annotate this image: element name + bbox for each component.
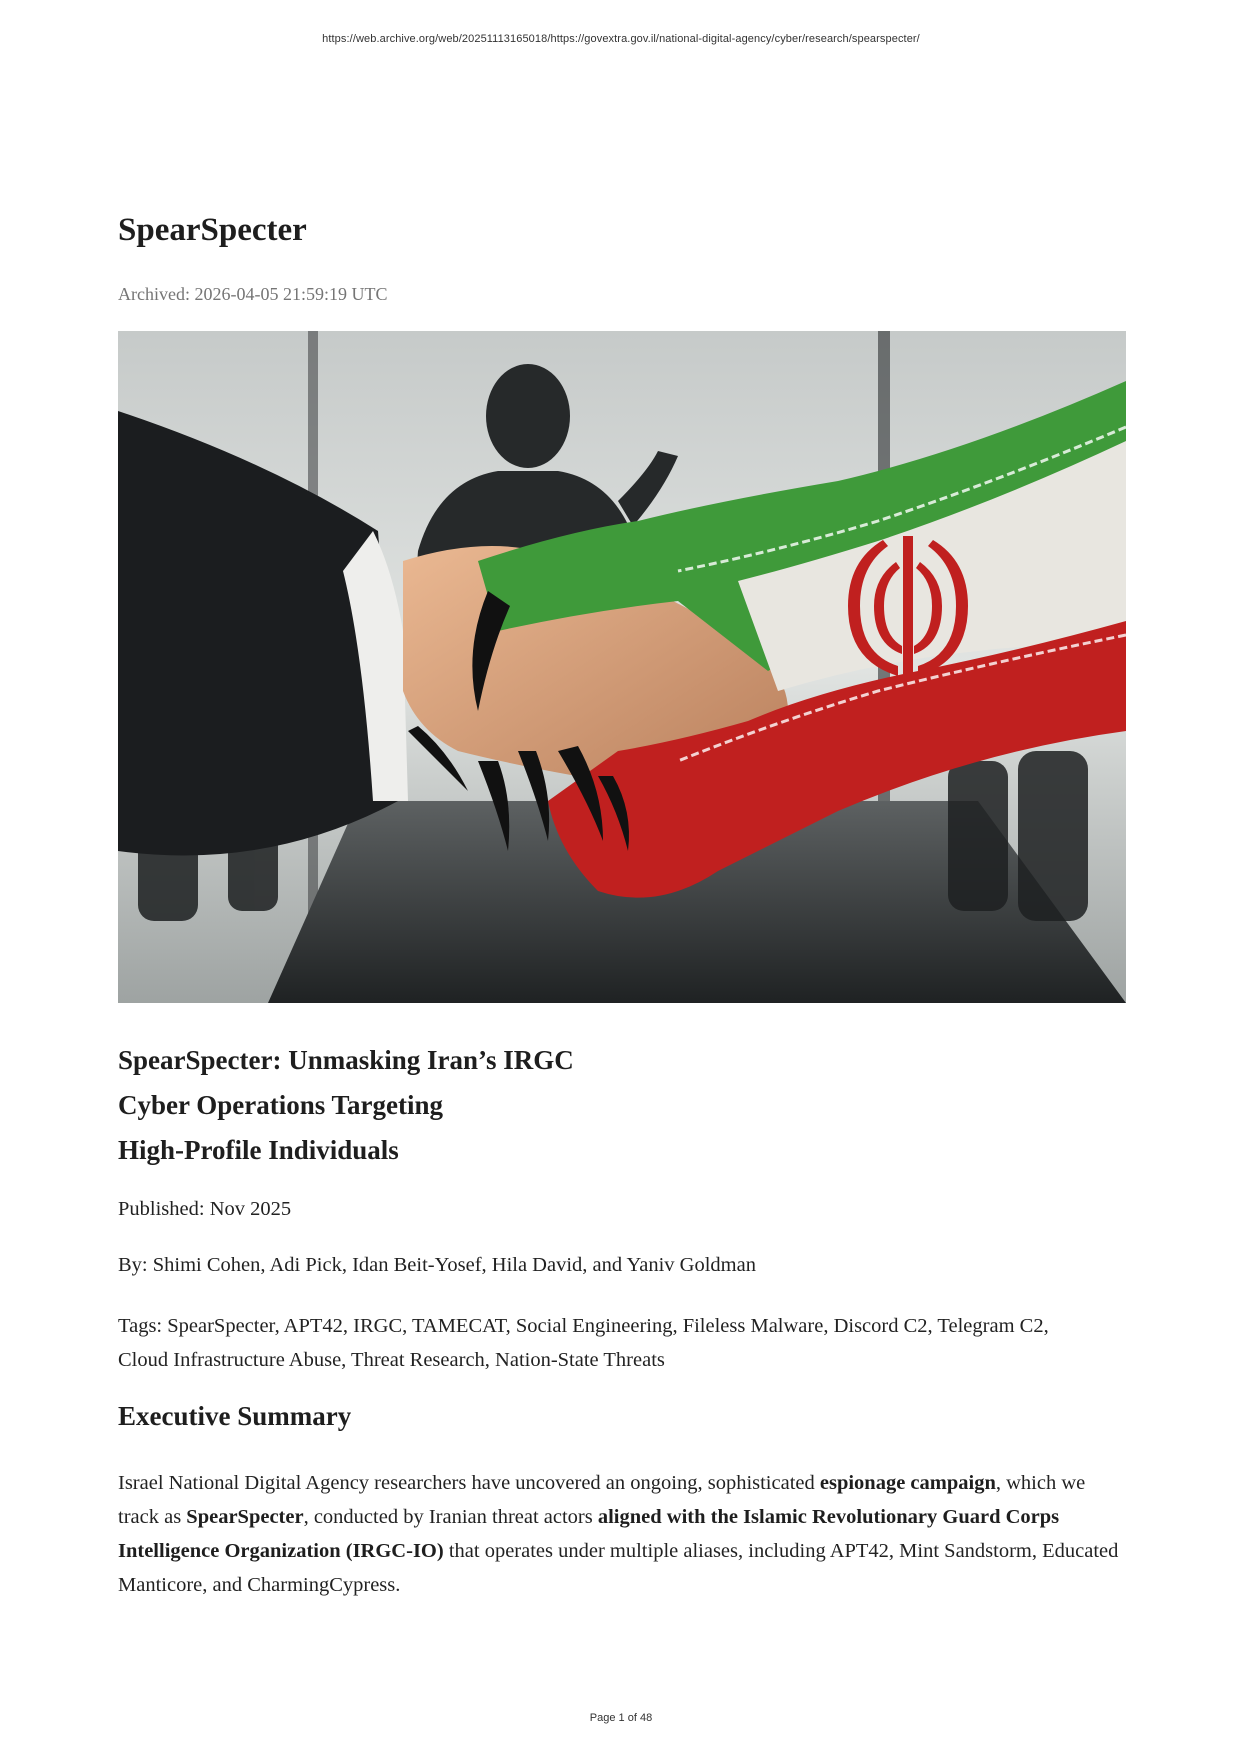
summary-emphasis: SpearSpecter xyxy=(186,1506,304,1528)
page-number: Page 1 of 48 xyxy=(589,1712,653,1724)
article-title-line: SpearSpecter: Unmasking Iran’s IRGC xyxy=(118,1045,574,1075)
summary-emphasis: espionage campaign xyxy=(819,1472,996,1494)
tags xyxy=(118,1309,1118,1377)
article-title-line: High-Profile Individuals xyxy=(118,1135,399,1165)
document-title: SpearSpecter xyxy=(118,212,307,248)
tags-line: Tags: SpearSpecter, APT42, IRGC, TAMECAT, Social Engineering, Fileless Malware, Discord C2, Telegram C2, xyxy=(118,1315,1049,1337)
archived-timestamp: Archived: 2026-04-05 21:59:19 UTC xyxy=(118,284,388,304)
summary-text: that operates under multiple aliases, including APT42, Mint Sandstorm, Educated Manticore, and CharmingCypress. xyxy=(118,1540,1119,1596)
hero-image xyxy=(118,331,1126,1003)
handshake-illustration xyxy=(118,331,1126,1003)
authors: By: Shimi Cohen, Adi Pick, Idan Beit-Yosef, Hila David, and Yaniv Goldman xyxy=(118,1254,756,1276)
published-date: Published: Nov 2025 xyxy=(118,1198,292,1220)
article-title-line: Cyber Operations Targeting xyxy=(118,1090,444,1120)
summary-emphasis: aligned with the Islamic Revolutionary Guard Corps Intelligence Organization (IRGC-IO) xyxy=(118,1506,1060,1562)
executive-summary-heading: Executive Summary xyxy=(118,1401,352,1431)
executive-summary-paragraph xyxy=(118,1466,1126,1602)
summary-text: , which we track as xyxy=(118,1472,1086,1528)
article-title xyxy=(118,1038,574,1173)
summary-text: Israel National Digital Agency researchers have uncovered an ongoing, sophisticated xyxy=(118,1472,820,1494)
summary-text: , conducted by Iranian threat actors xyxy=(303,1506,598,1528)
archive-url-header: https://web.archive.org/web/20251113165018/https://govextra.gov.il/national-digital-agency/cyber/research/spearspecter/ xyxy=(322,33,920,45)
tags-line: Cloud Infrastructure Abuse, Threat Research, Nation-State Threats xyxy=(118,1349,665,1371)
